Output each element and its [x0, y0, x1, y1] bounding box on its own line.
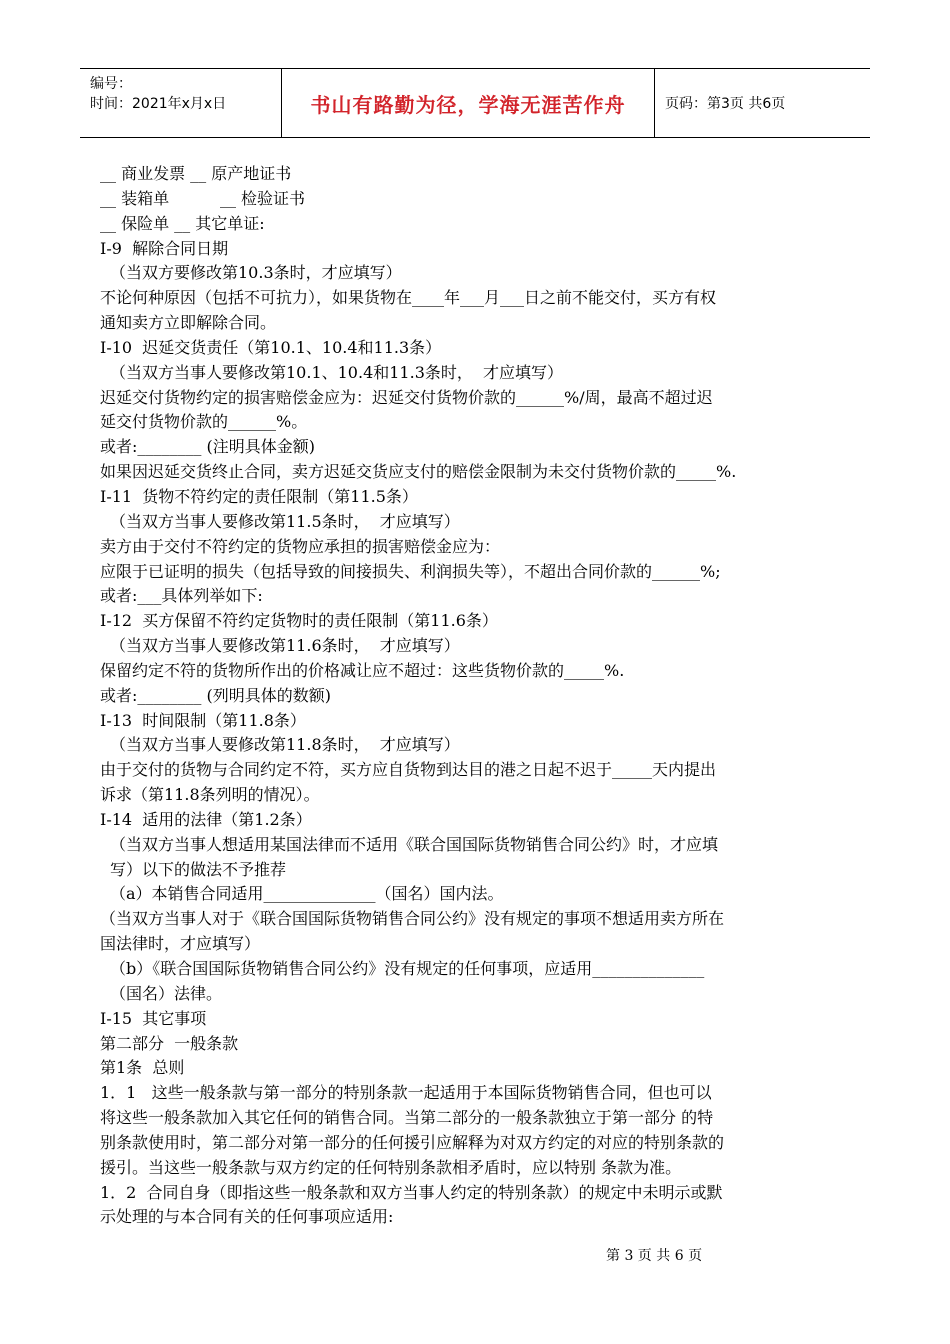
header-motto: 书山有路勤为径，学海无涯苦作舟	[310, 92, 626, 117]
header-divider	[654, 69, 655, 137]
text-line: （b）《联合国国际货物销售合同公约》没有规定的任何事项，应适用______________	[110, 959, 705, 978]
time-label: 时间：2021年x月x日	[90, 96, 227, 112]
text-line: 卖方由于交付不符约定的货物应承担的损害赔偿金应为：	[100, 536, 501, 556]
number-label: 编号：	[90, 76, 132, 92]
text-line: 迟延交付货物约定的损害赔偿金应为：迟延交付货物价款的______%/周，最高不超过迟	[100, 387, 713, 407]
header-meta	[90, 74, 226, 114]
page-footer: 第 3 页 共 6 页	[606, 1248, 703, 1264]
text-line: （当双方要修改第10.3条时，才应填写）	[110, 263, 402, 283]
text-line: 或者:________ (注明具体金额)	[100, 437, 315, 457]
text-line: 如果因迟延交货终止合同，卖方迟延交货应支付的赔偿金限制为未交付货物价款的_____%.	[100, 462, 737, 482]
text-line: 由于交付的货物与合同约定不符，买方应自货物到达目的港之日起不迟于_____天内提出	[100, 760, 717, 780]
section-heading: I-10 迟延交货责任（第10.1、10.4和11.3条）	[100, 337, 442, 357]
section-heading: I-15 其它事项	[100, 1008, 207, 1028]
text-line: 或者:___具体列举如下:	[100, 586, 263, 606]
page-header	[80, 68, 870, 138]
text-line: 诉求（第11.8条列明的情况）。	[100, 785, 320, 805]
text-line: 将这些一般条款加入其它任何的销售合同。当第二部分的一般条款独立于第一部分 的特	[100, 1108, 714, 1128]
text-line: 或者:________ (列明具体的数额)	[100, 685, 331, 705]
document-body	[100, 162, 860, 1230]
article-heading: 第1条 总则	[100, 1058, 185, 1078]
text-line: __ 商业发票 __ 原产地证书	[100, 164, 292, 183]
text-line: （国名）法律。	[110, 983, 223, 1003]
text-line: 写）以下的做法不予推荐	[110, 859, 287, 879]
text-line: 示处理的与本合同有关的任何事项应适用:	[100, 1207, 394, 1227]
text-line: 通知卖方立即解除合同。	[100, 313, 277, 333]
header-page-info: 页码：第3页 共6页	[665, 96, 786, 112]
text-line: 不论何种原因（包括不可抗力），如果货物在____年___月___日之前不能交付，买方有权	[100, 288, 717, 308]
text-line: （当双方当事人要修改第11.5条时， 才应填写）	[110, 511, 460, 531]
text-line: __ 装箱单 __ 检验证书	[100, 188, 306, 208]
section-heading: I-9 解除合同日期	[100, 238, 229, 258]
section-heading: I-14 适用的法律（第1.2条）	[100, 809, 312, 829]
text-line: 援引。当这些一般条款与双方约定的任何特别条款相矛盾时，应以特别 条款为准。	[100, 1157, 682, 1177]
section-heading: I-11 货物不符约定的责任限制（第11.5条）	[100, 486, 418, 506]
text-line: （当双方当事人要修改第11.8条时， 才应填写）	[110, 735, 460, 755]
text-line: （当双方当事人要修改第10.1、10.4和11.3条时， 才应填写）	[110, 362, 564, 382]
text-line: 1．2 合同自身（即指这些一般条款和双方当事人约定的特别条款）的规定中未明示或默	[100, 1182, 723, 1202]
text-line: （当双方当事人想适用某国法律而不适用《联合国国际货物销售合同公约》时，才应填	[110, 834, 719, 854]
text-line: 1．1 这些一般条款与第一部分的特别条款一起适用于本国际货物销售合同，但也可以	[100, 1083, 712, 1103]
text-line: （当双方当事人对于《联合国国际货物销售合同公约》没有规定的事项不想适用卖方所在	[100, 909, 725, 929]
text-line: （a）本销售合同适用______________（国名）国内法。	[110, 884, 504, 904]
section-heading: I-12 买方保留不符约定货物时的责任限制（第11.6条）	[100, 611, 498, 631]
text-line: 应限于已证明的损失（包括导致的间接损失、利润损失等），不超出合同价款的______%;	[100, 561, 721, 581]
part-heading: 第二部分 一般条款	[100, 1033, 239, 1053]
text-line: （当双方当事人要修改第11.6条时， 才应填写）	[110, 636, 460, 656]
text-line: 延交付货物价款的______%。	[100, 412, 308, 432]
section-heading: I-13 时间限制（第11.8条）	[100, 710, 306, 730]
text-line: __ 保险单 __ 其它单证:	[100, 213, 265, 233]
text-line: 保留约定不符的货物所作出的价格减让应不超过：这些货物价款的_____%.	[100, 660, 625, 680]
text-line: 别条款使用时，第二部分对第一部分的任何援引应解释为对双方约定的对应的特别条款的	[100, 1132, 725, 1152]
text-line: 国法律时，才应填写）	[100, 934, 261, 954]
